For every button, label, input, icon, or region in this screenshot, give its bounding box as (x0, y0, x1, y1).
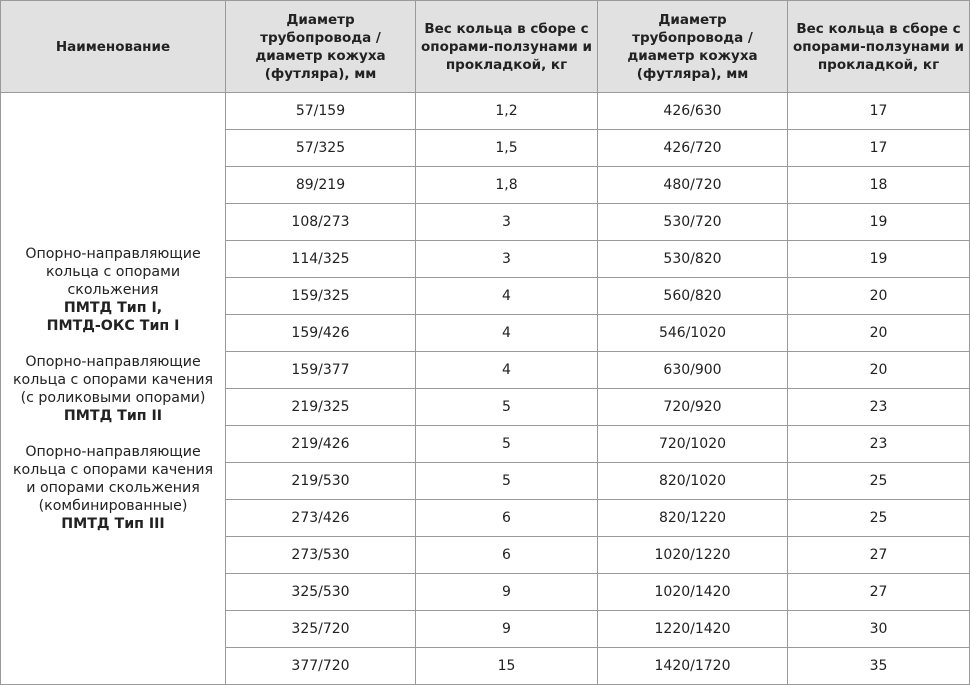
weight-2-cell: 17 (788, 93, 970, 130)
weight-1-cell: 9 (416, 611, 598, 648)
diameter-1-cell: 114/325 (226, 241, 416, 278)
product-type-label: ПМТД Тип I, (63, 299, 163, 316)
weight-1-cell: 4 (416, 352, 598, 389)
diameter-1-cell: 159/426 (226, 315, 416, 352)
weight-2-cell: 30 (788, 611, 970, 648)
product-description-line: кольца с опорами качения (12, 371, 214, 388)
weight-2-cell: 25 (788, 463, 970, 500)
diameter-1-cell: 89/219 (226, 167, 416, 204)
product-description-line: кольца с опорами (45, 263, 181, 280)
product-description-line: Опорно-направляющие (25, 245, 201, 262)
weight-1-cell: 1,5 (416, 130, 598, 167)
weight-2-cell: 20 (788, 278, 970, 315)
header-diameter-2: Диаметр трубопровода /диаметр кожуха (футляра), мм (598, 1, 788, 93)
product-description-line: (с роликовыми опорами) (20, 389, 206, 406)
header-row (1, 1, 970, 93)
weight-2-cell: 19 (788, 204, 970, 241)
diameter-2-cell: 1220/1420 (598, 611, 788, 648)
header-weight-2: Вес кольца в сборе с опорами-ползунами и прокладкой, кг (788, 1, 970, 93)
diameter-1-cell: 219/325 (226, 389, 416, 426)
diameter-2-cell: 720/1020 (598, 426, 788, 463)
group-spacer (7, 425, 219, 443)
diameter-2-cell: 560/820 (598, 278, 788, 315)
product-description-line: скольжения (67, 281, 159, 298)
diameter-1-cell: 159/325 (226, 278, 416, 315)
product-description-line: (комбинированные) (38, 497, 188, 514)
diameter-1-cell: 325/530 (226, 574, 416, 611)
weight-1-cell: 1,8 (416, 167, 598, 204)
weight-2-cell: 27 (788, 537, 970, 574)
weight-1-cell: 5 (416, 463, 598, 500)
product-type-label: ПМТД Тип III (61, 515, 165, 532)
diameter-2-cell: 426/630 (598, 93, 788, 130)
weight-1-cell: 3 (416, 204, 598, 241)
weight-1-cell: 6 (416, 537, 598, 574)
diameter-2-cell: 1020/1420 (598, 574, 788, 611)
diameter-2-cell: 530/820 (598, 241, 788, 278)
weight-1-cell: 9 (416, 574, 598, 611)
diameter-1-cell: 57/159 (226, 93, 416, 130)
diameter-2-cell: 820/1020 (598, 463, 788, 500)
product-type-label: ПМТД-ОКС Тип I (46, 317, 180, 334)
weight-1-cell: 6 (416, 500, 598, 537)
diameter-1-cell: 377/720 (226, 648, 416, 685)
weight-1-cell: 3 (416, 241, 598, 278)
header-name: Наименование (1, 1, 226, 93)
diameter-2-cell: 480/720 (598, 167, 788, 204)
diameter-1-cell: 159/377 (226, 352, 416, 389)
diameter-1-cell: 325/720 (226, 611, 416, 648)
product-description-line: Опорно-направляющие (25, 353, 201, 370)
diameter-2-cell: 426/720 (598, 130, 788, 167)
weight-1-cell: 1,2 (416, 93, 598, 130)
weight-2-cell: 23 (788, 389, 970, 426)
weight-1-cell: 4 (416, 278, 598, 315)
diameter-2-cell: 820/1220 (598, 500, 788, 537)
weight-2-cell: 17 (788, 130, 970, 167)
weight-2-cell: 23 (788, 426, 970, 463)
weight-2-cell: 27 (788, 574, 970, 611)
table-row (1, 93, 970, 130)
weight-1-cell: 15 (416, 648, 598, 685)
product-description-line: кольца с опорами качения (12, 461, 214, 478)
diameter-1-cell: 273/530 (226, 537, 416, 574)
product-description-line: и опорами скольжения (26, 479, 200, 496)
weight-2-cell: 20 (788, 315, 970, 352)
diameter-2-cell: 1420/1720 (598, 648, 788, 685)
diameter-1-cell: 57/325 (226, 130, 416, 167)
diameter-2-cell: 1020/1220 (598, 537, 788, 574)
weight-1-cell: 5 (416, 389, 598, 426)
weight-2-cell: 35 (788, 648, 970, 685)
diameter-1-cell: 108/273 (226, 204, 416, 241)
weight-2-cell: 18 (788, 167, 970, 204)
diameter-2-cell: 530/720 (598, 204, 788, 241)
diameter-1-cell: 219/426 (226, 426, 416, 463)
header-diameter-1: Диаметр трубопровода /диаметр кожуха (футляра), мм (226, 1, 416, 93)
diameter-2-cell: 546/1020 (598, 315, 788, 352)
weight-2-cell: 25 (788, 500, 970, 537)
weight-2-cell: 19 (788, 241, 970, 278)
diameter-2-cell: 720/920 (598, 389, 788, 426)
diameter-2-cell: 630/900 (598, 352, 788, 389)
diameter-1-cell: 219/530 (226, 463, 416, 500)
header-weight-1: Вес кольца в сборе с опорами-ползунами и прокладкой, кг (416, 1, 598, 93)
group-spacer (7, 335, 219, 353)
table-body (1, 93, 970, 685)
product-description-line: Опорно-направляющие (25, 443, 201, 460)
diameter-1-cell: 273/426 (226, 500, 416, 537)
weight-2-cell: 20 (788, 352, 970, 389)
weight-1-cell: 5 (416, 426, 598, 463)
weight-1-cell: 4 (416, 315, 598, 352)
product-type-label: ПМТД Тип II (63, 407, 163, 424)
product-name-cell (1, 93, 226, 685)
